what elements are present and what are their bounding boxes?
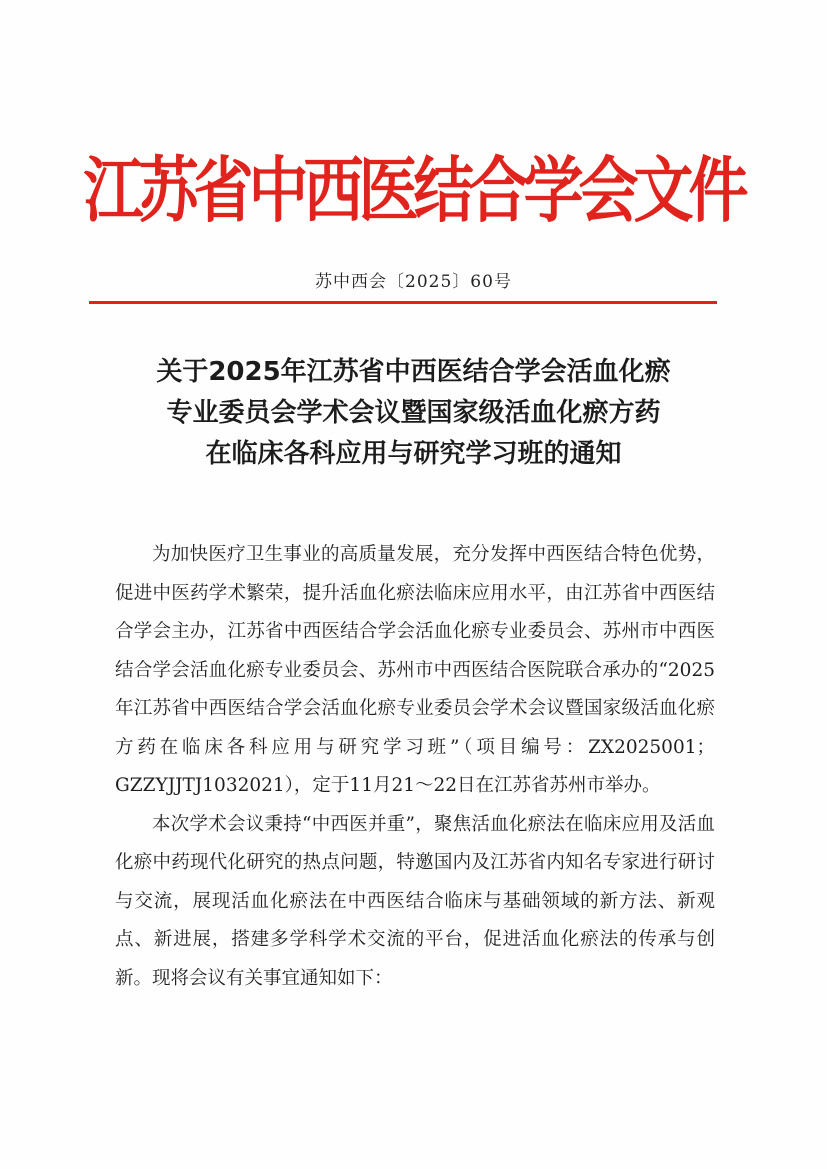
header-divider [89,301,717,304]
document-title [60,352,767,475]
org-header: 江苏省中西医结合学会文件 [83,150,744,233]
document-number: 苏中西会〔2025〕60号 [315,272,512,292]
body-paragraph: 本次学术会议秉持“中西医并重”，聚焦活血化瘀法在临床应用及活血化瘀中药现代化研究的热点问题，特邀国内及江苏省内知名专家进行研讨与交流，展现活血化瘀法在中西医结合临床与基础领域的新方法、新观点、新进展，搭建多学科学术交流的平台，促进活血化瘀法的传承与创新。现将会议有关事宜通知如下： [115,813,715,989]
title-line: 专业委员会学术会议暨国家级活血化瘀方药 [166,398,661,428]
title-line: 在临床各科应用与研究学习班的通知 [205,439,622,469]
document-body [115,536,715,998]
body-paragraph: 为加快医疗卫生事业的高质量发展，充分发挥中西医结合特色优势，促进中医药学术繁荣，提升活血化瘀法临床应用水平，由江苏省中西医结合学会主办，江苏省中西医结合学会活血化瘀专业委员会、苏州市中西医结合学会活血化瘀专业委员会、苏州市中西医结合医院联合承办的“2025年江苏省中西医结合学会活血化瘀专业委员会学术会议暨国家级活血化瘀方药在临床各科应用与研究学习班”（项目编号：ZX2025001；GZZYJJTJ1032021），定于11月21～22日在江苏省苏州市举办。 [115,544,715,796]
title-line: 关于2025年江苏省中西医结合学会活血化瘀 [156,357,671,387]
